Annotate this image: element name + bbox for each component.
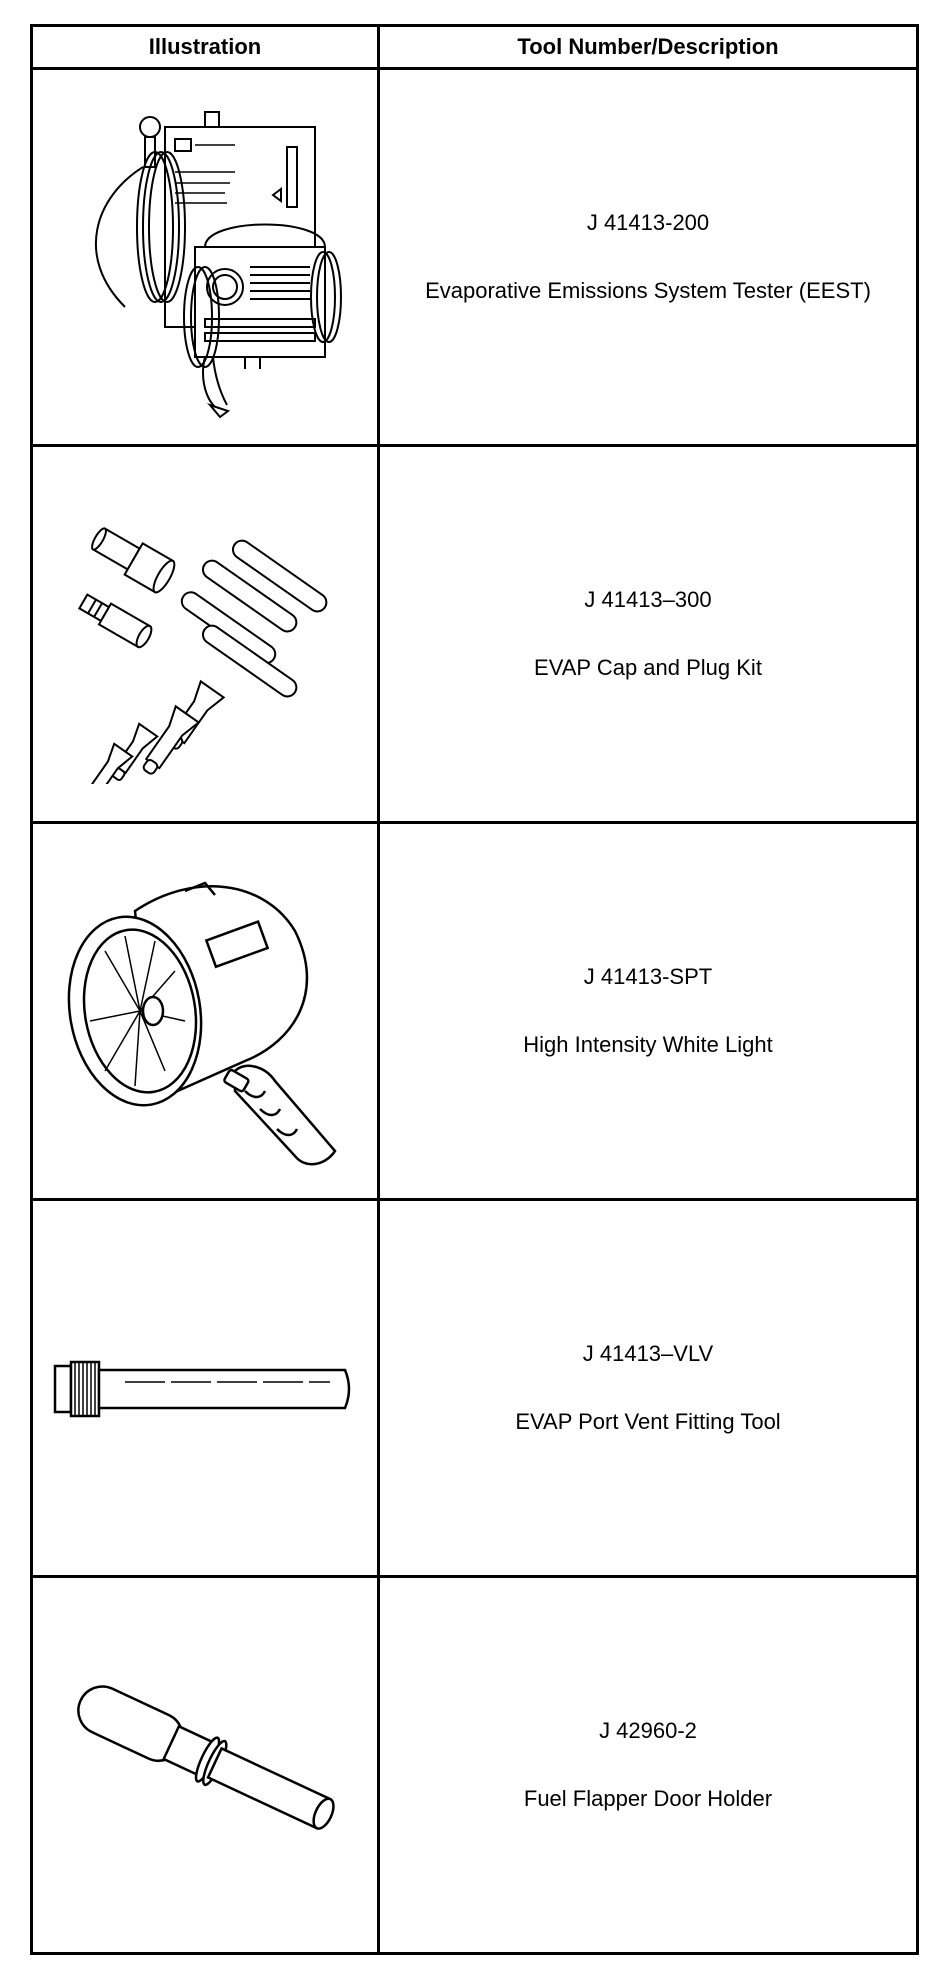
table-row: [32, 69, 918, 446]
spotlight-icon: [45, 851, 365, 1171]
description-cell: [379, 1577, 918, 1954]
vent-fitting-tool-icon: [45, 1348, 365, 1428]
tool-description: Evaporative Emissions System Tester (EEST): [425, 278, 871, 303]
header-row: [32, 26, 918, 69]
table-row: [32, 1577, 918, 1954]
illustration-cell: [32, 1577, 379, 1954]
tool-description: Fuel Flapper Door Holder: [523, 1786, 773, 1811]
header-illustration: Illustration: [32, 26, 379, 69]
header-tool: Tool Number/Description: [379, 26, 918, 69]
tool-number: J 41413-SPT: [583, 964, 713, 989]
tool-number: J 41413-200: [586, 210, 710, 235]
illustration-cell: [32, 446, 379, 823]
description-cell: [379, 1200, 918, 1577]
tool-description: High Intensity White Light: [523, 1032, 773, 1057]
tool-number: J 41413–300: [584, 587, 712, 612]
emissions-tester-icon: [55, 87, 355, 427]
cap-plug-kit-icon: [55, 484, 355, 784]
tools-table: [30, 24, 919, 1955]
tool-description: EVAP Cap and Plug Kit: [534, 655, 762, 680]
table-row: [32, 823, 918, 1200]
illustration-cell: [32, 823, 379, 1200]
table-row: [32, 1200, 918, 1577]
illustration-cell: [32, 69, 379, 446]
illustration-cell: [32, 1200, 379, 1577]
flapper-door-holder-icon: [45, 1665, 365, 1865]
description-cell: [379, 69, 918, 446]
description-cell: [379, 823, 918, 1200]
table-row: [32, 446, 918, 823]
description-cell: [379, 446, 918, 823]
tool-description: EVAP Port Vent Fitting Tool: [515, 1409, 781, 1434]
tool-number: J 42960-2: [599, 1718, 697, 1743]
tool-number: J 41413–VLV: [582, 1341, 714, 1366]
